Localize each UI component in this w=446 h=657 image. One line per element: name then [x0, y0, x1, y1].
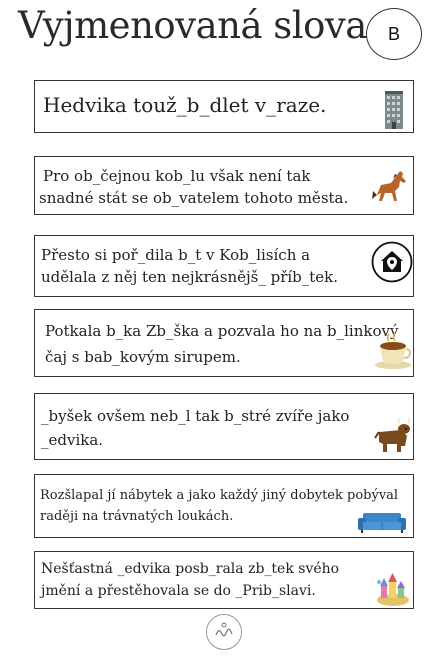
card-line: Pro ob_čejnou kob_lu však není tak [43, 167, 311, 185]
card-line: _byšek ovšem neb_l tak b_stré zvíře jako [41, 407, 350, 425]
sentence-card-7 [34, 551, 414, 609]
tea-cup-icon [373, 332, 413, 370]
card-line: Nešťastná _edvika posb_rala zb_tek svého [41, 561, 340, 577]
horse-icon [369, 165, 411, 207]
card-line: jmění a přestěhovala se do _Prib_slavi. [41, 583, 316, 599]
card-line: snadné stát se ob_vatelem tohoto města. [39, 189, 349, 207]
card-text [41, 404, 349, 452]
card-text [39, 165, 349, 209]
card-line: _edvika. [41, 431, 104, 449]
sentence-card-2 [34, 156, 414, 215]
sentence-card-3 [34, 235, 414, 297]
card-text [41, 558, 339, 602]
card-text [41, 244, 338, 288]
card-text [40, 485, 398, 527]
card-text [43, 93, 326, 117]
card-text [45, 318, 398, 370]
sentence-card-6 [34, 474, 414, 538]
signature-logo-icon [209, 617, 239, 647]
author-logo [206, 614, 242, 650]
card-line: Rozšlapal jí nábytek a jako každý jiný dobytek pobýval [40, 488, 399, 503]
card-line: Hedvika touž_b_dlet v_raze. [43, 93, 327, 117]
page-title: Vyjmenovaná slova [18, 4, 367, 47]
sofa-icon [357, 511, 407, 533]
town-icon [373, 570, 411, 608]
card-line: Přesto si poř_dila b_t v Kob_lisích a [41, 246, 311, 264]
bull-icon [373, 414, 413, 454]
letter-badge: B [366, 8, 422, 60]
card-line: raději na trávnatých loukách. [40, 509, 234, 524]
card-line: čaj s bab_kovým sirupem. [45, 348, 241, 366]
card-line: udělala z něj ten nejkrásnějš_ příb_tek. [41, 268, 339, 286]
card-line: Potkala b_ka Zb_ška a pozvala ho na b_linkový [45, 322, 399, 340]
home-location-icon [371, 241, 413, 283]
sentence-card-4 [34, 309, 414, 377]
sentence-card-5 [34, 393, 414, 460]
building-icon [383, 89, 405, 129]
sentence-card-1 [34, 80, 414, 133]
